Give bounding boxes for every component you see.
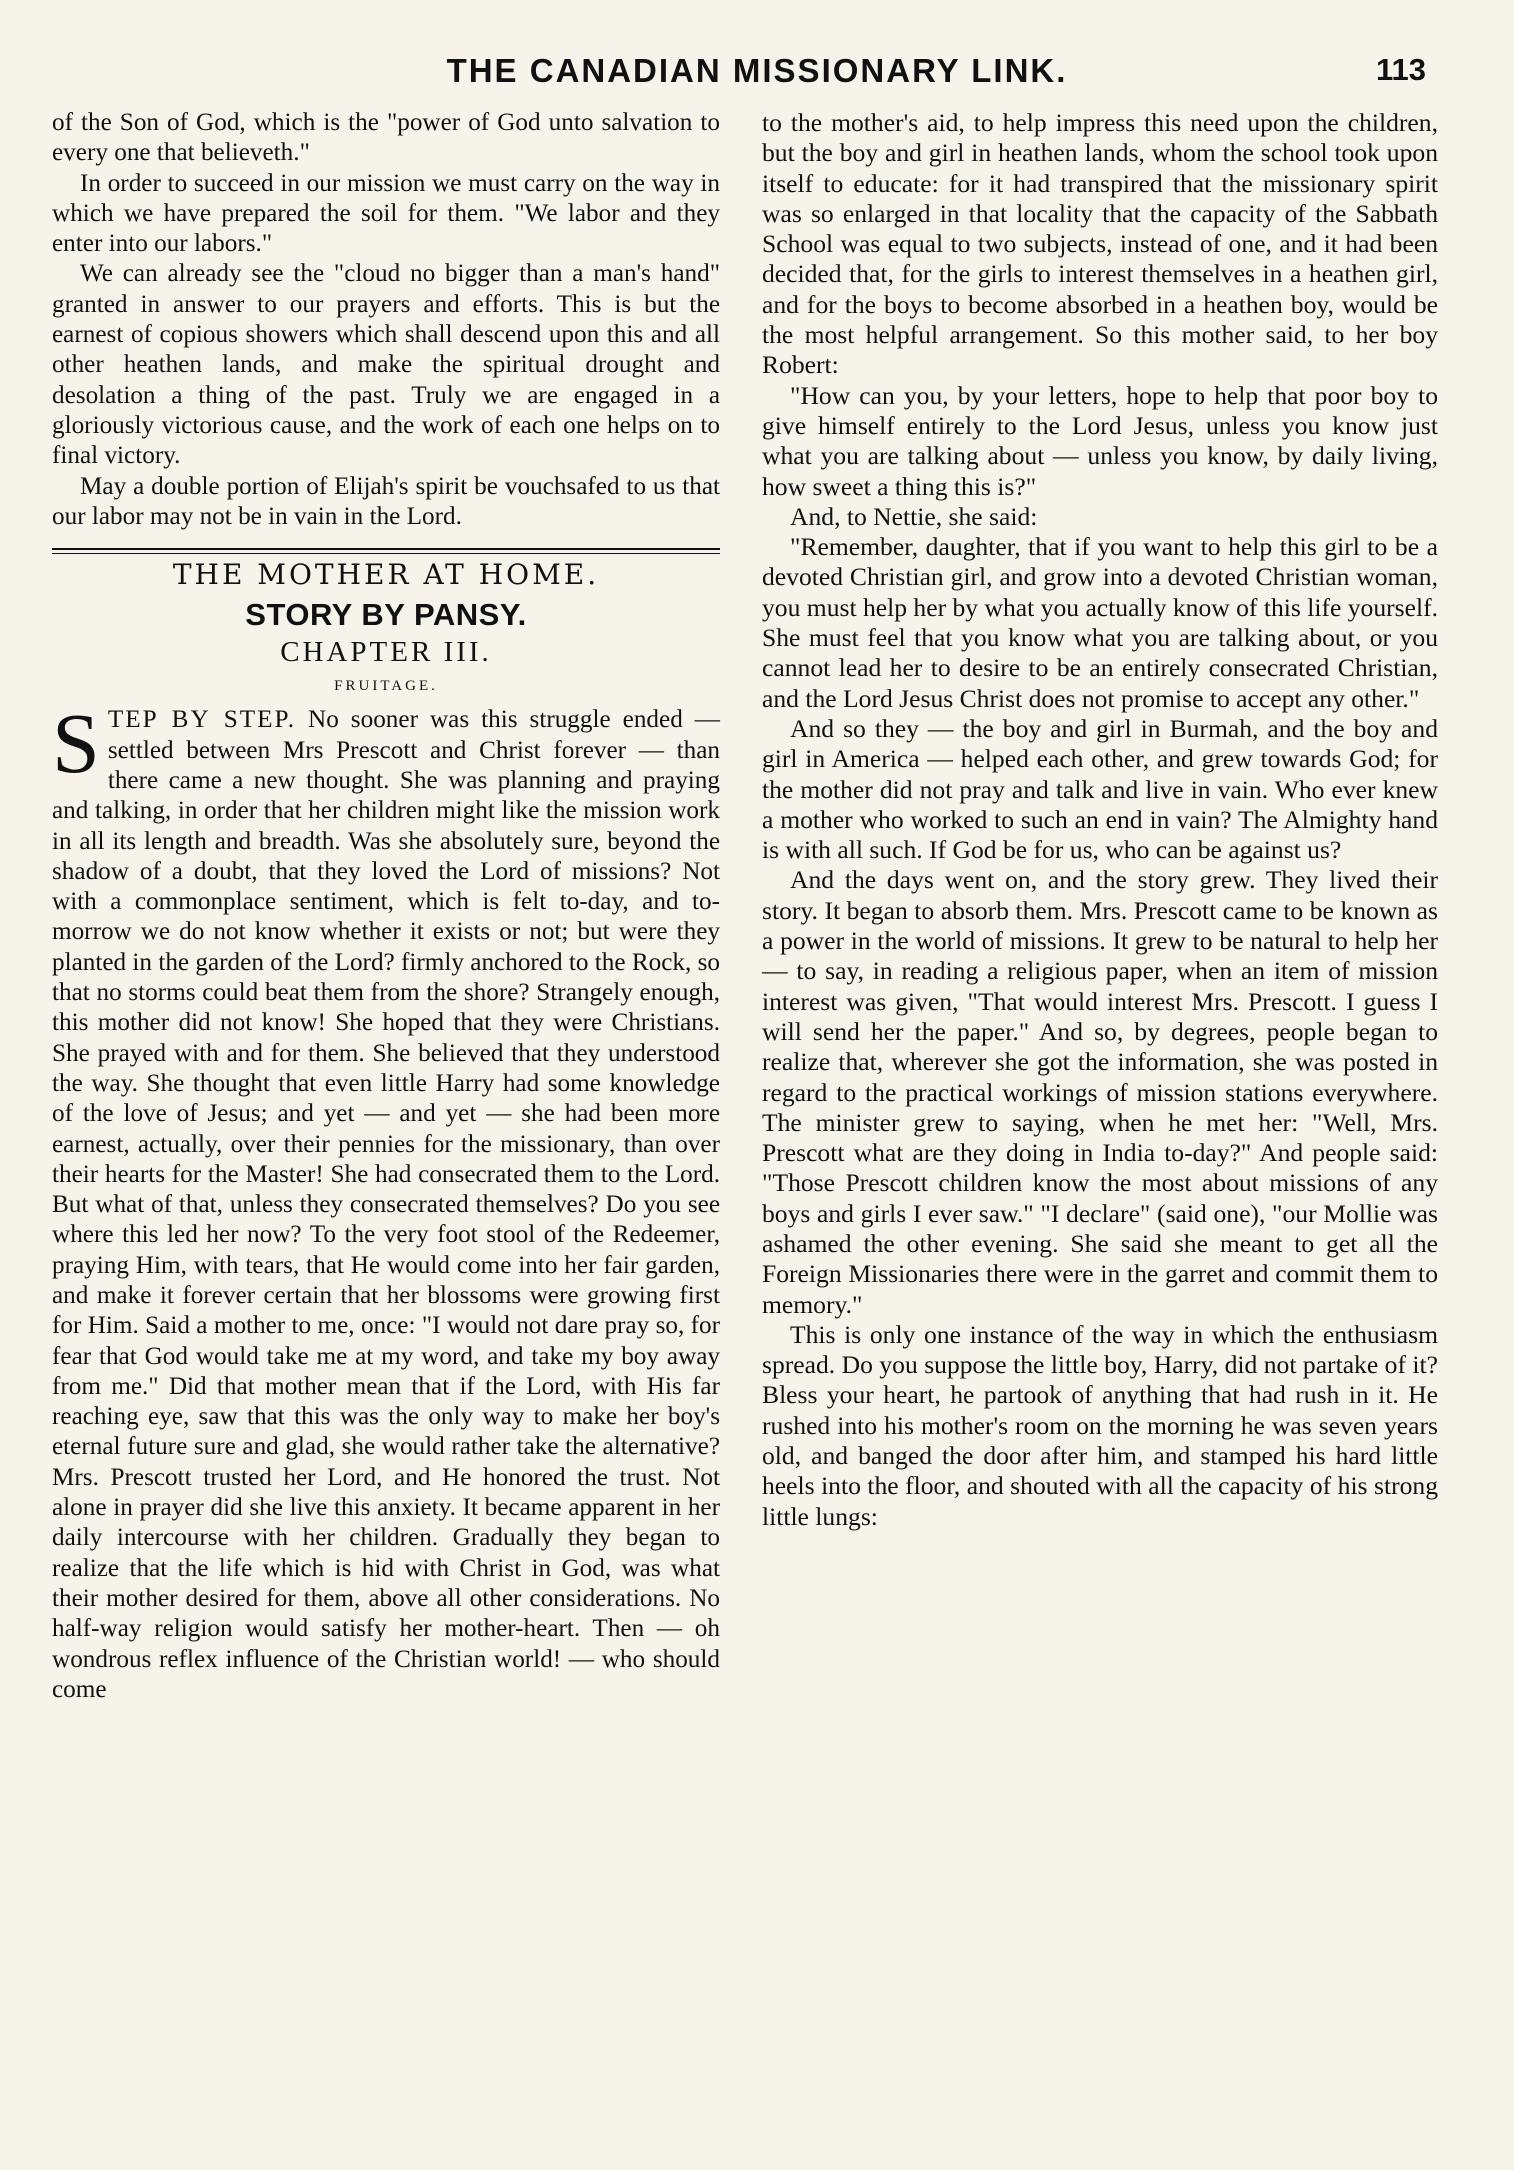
- section-divider: [52, 548, 720, 554]
- story-paragraph: And, to Nettie, she said:: [790, 501, 1038, 531]
- story-paragraph: This is only one instance of the way in which the enthusiasm spread. Do you suppose the little boy, Harry, did not partake of it? Bless your heart, he partook of anything that had rush in it. He rushed into his mother's room on the morning he was seven years old, and banged the door after him, and stamped his hard little heels into the floor, and shouted with all the capacity of his strong little lungs:: [762, 1319, 1438, 1531]
- story-paragraph: And so they — the boy and girl in Burmah, and the boy and girl in America — helped each other, and grew towards God; for the mother did not pray and talk and live in vain. Who ever knew a mother who worked to such an end in vain? The Almighty hand is with all such. If God be for us, who can be against us?: [762, 713, 1438, 865]
- drop-cap: S: [52, 695, 100, 792]
- right-column: [762, 108, 1438, 1532]
- intro-paragraph: of the Son of God, which is the "power of God unto salvation to every one that believeth.": [52, 109, 720, 167]
- story-paragraph: to the mother's aid, to help impress this need upon the children, but the boy and girl in heathen lands, whom the school took upon itself to educate: for it had transpired that the missionary spirit was so enlarged in that locality that the capacity of the Sabbath School was equal to two subjects, instead of one, and it had been decided that, for the girls to interest themselves in a heathen girl, and for the boys to become absorbed in a heathen boy, would be the most helpful arrangement. So this mother said, to her boy Robert:: [762, 108, 1438, 380]
- chapter-title: CHAPTER III.: [280, 635, 492, 668]
- intro-paragraph: In order to succeed in our mission we must carry on the way in which we have prepared the soil for them. "We labor and they enter into our labors.": [52, 169, 720, 258]
- intro-paragraph: May a double portion of Elijah's spirit be vouchsafed to us that our labor may not be in vain in the Lord.: [52, 472, 720, 530]
- page-header: [80, 48, 1434, 100]
- left-column: [52, 108, 720, 1705]
- story-paragraph: "How can you, by your letters, hope to help that poor boy to give himself entirely to the Lord Jesus, unless you know just what you are talking about — unless you know, by daily living, how sweet a thing this is?": [762, 380, 1438, 501]
- page-number: 113: [1375, 52, 1426, 87]
- lead-words: TEP BY STEP.: [107, 706, 297, 734]
- story-paragraph: [52, 695, 720, 1705]
- story-paragraph: "Remember, daughter, that if you want to help this girl to be a devoted Christian girl, and grow into a devoted Christian woman, you must help her by what you actually know of this life yourself. She must feel that you know what you are talking about, or you cannot lead her to desire to be an entirely consecrated Christian, and the Lord Jesus Christ does not promise to accept any other.": [762, 532, 1438, 713]
- story-paragraph: And the days went on, and the story grew. They lived their story. It began to absorb them. Mrs. Prescott came to be known as a power in the world of missions. It grew to be natural to help her — to say, in reading a religious paper, when an item of mission interest was given, "That would interest Mrs. Prescott. I guess I will send her the paper." And so, by degrees, people began to realize that, wherever she got the information, she was posted in regard to the practical workings of mission stations everywhere. The minister grew to saying, when he met her: "Well, Mrs. Prescott what are they doing in India to-day?" And people said: "Those Prescott children know the most about missions of any boys and girls I ever saw." "I declare" (said one), "our Mollie was ashamed the other evening. She said she meant to get all the Foreign Missionaries there were in the garret and commit them to memory.": [762, 865, 1438, 1319]
- section-title: THE MOTHER AT HOME.: [172, 558, 600, 592]
- story-title: STORY BY PANSY.: [245, 597, 527, 633]
- running-title: THE CANADIAN MISSIONARY LINK.: [446, 52, 1068, 89]
- chapter-subhead: FRUITAGE.: [334, 678, 438, 695]
- intro-paragraph: We can already see the "cloud no bigger than a man's hand" granted in answer to our prayers and efforts. This is but the earnest of copious showers which shall descend upon this and all other heathen lands, and make the spiritual drought and desolation a thing of the past. Truly we are engaged in a gloriously victorious cause, and the work of each one helps on to final victory.: [52, 260, 720, 470]
- story-paragraph-text: No sooner was this struggle ended — settled between Mrs Prescott and Christ forever — than there came a new thought. She was planning and praying and talking, in order that her children might like the mission work in all its length and breadth. Was she absolutely sure, beyond the shadow of a doubt, that they loved the Lord of missions? Not with a commonplace sentiment, which is felt to-day, and to-morrow we do not know whether it exists or not; but were they planted in the garden of the Lord? firmly anchored to the Rock, so that no storms could beat them from the shore? Strangely enough, this mother did not know! She hoped that they were Christians. She prayed with and for them. She believed that they understood the way. She thought that even little Harry had some knowledge of the love of Jesus; and yet — and yet — she had been more earnest, actually, over their pennies for the missionary, than over their hearts for the Master! She had consecrated them to the Lord. But what of that, unless they consecrated themselves? Do you see where this led her now? To the very foot stool of the Redeemer, praying Him, with tears, that He would come into her fair garden, and make it forever certain that her blossoms were growing first for Him. Said a mother to me, once: "I would not dare pray so, for fear that God would take me at my word, and take my boy away from me." Did that mother mean that if the Lord, with His far reaching eye, saw that this was the only way to make her boy's eternal future sure and glad, she would rather take the alternative? Mrs. Prescott trusted her Lord, and He honored the trust. Not alone in prayer did she live this anxiety. It became apparent in her daily intercourse with her children. Gradually they began to realize that the life which is hid with Christ in God, was what their mother desired for them, above all other considerations. No half-way religion would satisfy her mother-heart. Then — oh wondrous reflex influence of the Christian world! — who should come: [52, 706, 720, 1703]
